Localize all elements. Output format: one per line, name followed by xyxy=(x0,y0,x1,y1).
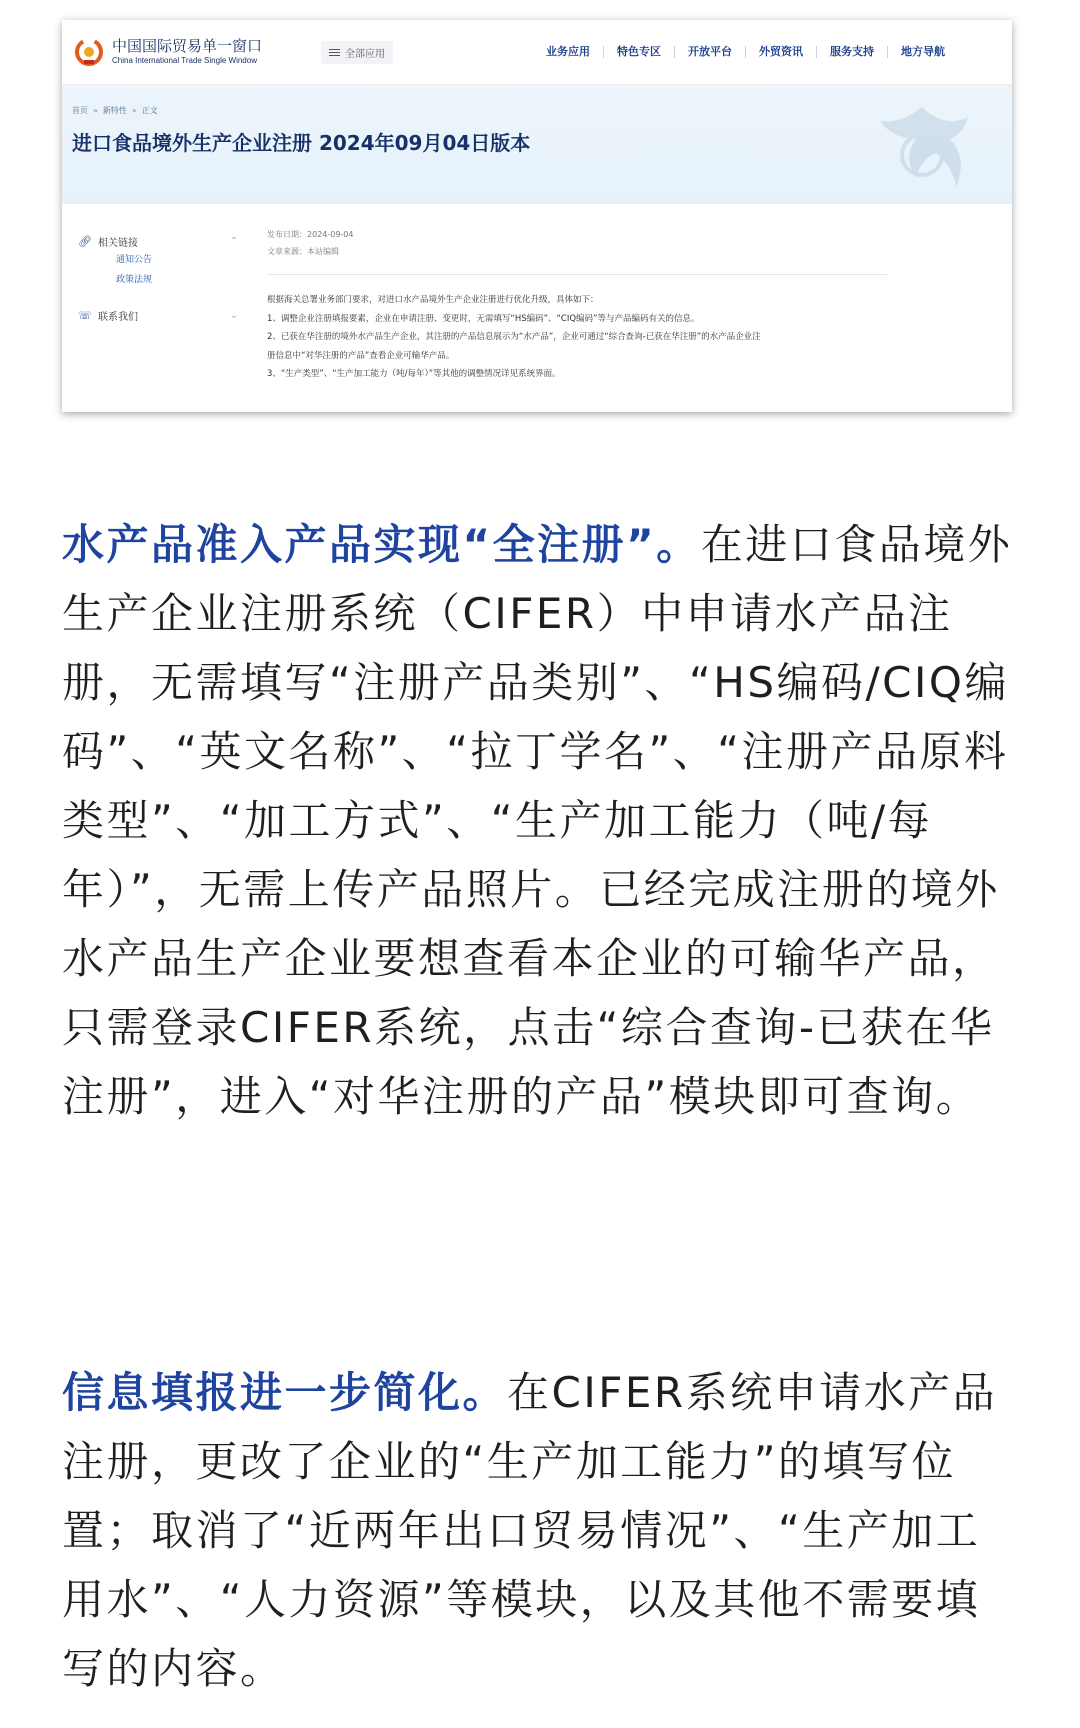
highlight-full-registration: 水产品准入产品实现“全注册”。 xyxy=(62,520,701,569)
paragraph-item-2: 2、已获在华注册的境外水产品生产企业，其注册的产品信息展示为“水产品”，企业可通过“综合查询-已获在华注册”的水产品企业注 xyxy=(267,332,761,342)
all-apps-button[interactable] xyxy=(321,41,393,64)
page-title: 进口食品境外生产企业注册 2024年09月04日版本 xyxy=(72,131,531,155)
sidebar-link-notices[interactable]: 通知公告 xyxy=(116,255,153,265)
phone-icon: ☏ xyxy=(78,308,92,322)
publish-date: 发布日期：2024-09-04 xyxy=(267,230,354,239)
top-nav xyxy=(533,46,958,58)
breadcrumb xyxy=(72,105,158,116)
sidebar-contact-us[interactable] xyxy=(78,306,238,324)
nav-item-trade-news[interactable]: 外贸资讯 xyxy=(745,46,816,58)
article-content xyxy=(267,226,887,384)
sidebar-links-label: 相关链接 xyxy=(98,237,138,249)
chevron-right-icon: » xyxy=(131,106,137,115)
logo-name-cn: 中国国际贸易单一窗口 xyxy=(112,37,263,55)
single-window-logo-icon xyxy=(74,37,104,67)
paragraph-item-2-cont: 册信息中“对华注册的产品”查看企业可输华产品。 xyxy=(267,350,455,361)
emblem-watermark-icon xyxy=(872,99,972,195)
site-logo[interactable] xyxy=(74,37,309,67)
chevron-down-icon: ⌄ xyxy=(229,309,238,321)
divider xyxy=(267,274,887,275)
chevron-right-icon: » xyxy=(93,106,98,115)
breadcrumb-new-features[interactable]: 新特性 xyxy=(102,106,127,115)
nav-item-business[interactable]: 业务应用 xyxy=(546,45,590,58)
breadcrumb-current: 正文 xyxy=(141,106,158,115)
nav-item-local-nav[interactable]: 地方导航 xyxy=(887,46,958,58)
all-apps-label: 全部应用 xyxy=(345,48,385,60)
paragraph-item-1: 1、调整企业注册填报要素，企业在申请注册、变更时，无需填写“HS编码”、“CIQ编码”等与产品编码有关的信息。 xyxy=(267,313,700,324)
sidebar-link-policies[interactable]: 政策法规 xyxy=(116,275,153,285)
website-screenshot xyxy=(62,20,1012,412)
nav-item-open-platform[interactable]: 开放平台 xyxy=(674,46,745,58)
article-source: 文章来源：本站编辑 xyxy=(267,247,339,256)
link-icon: 🔗︎ xyxy=(78,234,92,248)
breadcrumb-home[interactable]: 首页 xyxy=(72,106,88,115)
sidebar-contact-label: 联系我们 xyxy=(98,311,138,323)
article-body xyxy=(62,204,1012,412)
site-header xyxy=(62,20,1012,85)
title-banner xyxy=(62,85,1012,204)
nav-item-support[interactable]: 服务支持 xyxy=(816,46,887,58)
paragraph-intro: 根据海关总署业务部门要求，对进口水产品境外生产企业注册进行优化升级，具体如下： xyxy=(267,295,599,305)
menu-icon xyxy=(329,47,340,58)
highlight-simplified-filing: 信息填报进一步简化。 xyxy=(62,1368,508,1417)
logo-name-en: China International Trade Single Window xyxy=(112,56,257,65)
nav-item-special[interactable]: 特色专区 xyxy=(603,46,674,58)
paragraph-item-3: 3、“生产类型”、“生产加工能力（吨/每年）”等其他的调整情况详见系统界面。 xyxy=(267,369,561,379)
sidebar-related-links[interactable] xyxy=(78,232,238,250)
article-paragraph-1 xyxy=(62,510,1020,1131)
chevron-up-icon: ⌃ xyxy=(229,235,238,247)
sidebar xyxy=(78,232,238,324)
article-paragraph-2 xyxy=(62,1358,1020,1703)
paragraph-2-text: 在CIFER系统申请水产品注册，更改了企业的“生产加工能力”的填写位置；取消了“近两年出口贸易情况”、“生产加工用水”、“人力资源”等模块，以及其他不需要填写的内容。 xyxy=(62,1368,998,1693)
paragraph-1-text: 在进口食品境外生产企业注册系统（CIFER）中申请水产品注册，无需填写“注册产品类别”、“HS编码/CIQ编码”、“英文名称”、“拉丁学名”、“注册产品原料类型”、“加工方式”、“生产加工能力（吨/每年）”，无需上传产品照片。已经完成注册的境外水产品生产企业要想查看本企业的可输华产品，只需登录CIFER系统，点击“综合查询-已获在华注册”，进入“对华注册的产品”模块即可查询。 xyxy=(62,520,1013,1121)
